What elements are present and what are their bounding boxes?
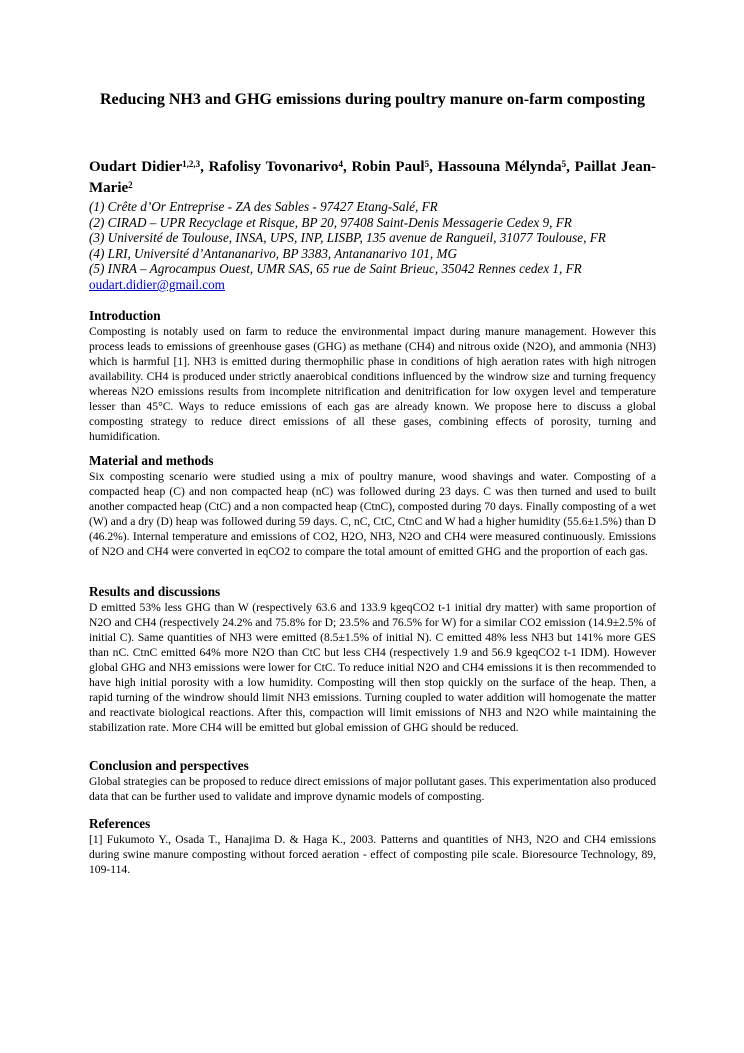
methods-section (89, 453, 656, 559)
reference-item: [1] Fukumoto Y., Osada T., Hanajima D. & Haga K., 2003. Patterns and quantities of NH3, N2O and CH4 emissions during swine manure composting without forced aeration - effect of composting pile scale. Bioresource Technology, 89, 109-114. (89, 833, 656, 877)
author: Rafolisy Tovonarivo$^4$ (208, 159, 343, 175)
section-heading: Introduction (89, 308, 161, 323)
references-section (89, 816, 656, 877)
section-body: D emitted 53% less GHG than W (respectively 63.6 and 133.9 kgeqCO2 t-1 initial dry matter) with same proportion of N2O and CH4 (respectively 24.2% and 75.8% for D; 23.5% and 76.5% for W) for a similar CO2 emission (14.9±2.5% of initial C). Same quantities of NH3 were emitted (8.5±1.5% of initial N). C emitted 48% less NH3 but 141% more GES than nC. CtnC emitted 64% more N2O than CtC but less CH4 (respectively 1.9 and 56.9 kgeqCO2 t-1 IDM). However global GHG and NH3 emissions were lower for CtC. To reduce initial N2O and CH4 emissions it is then recommended to have high initial porosity with a low humidity. Composting will then stop quickly on the surface of the heap. Then, a rapid turning of the windrow should limit NH3 emissions. Turning coupled to water addition will homogenate the matter and reactivate biological reactions. After this, compaction will limit emissions of NH3 and N2O while maintaining the stabilization rate. More CH4 will be emitted but global emission of GHG should be reduced. (89, 601, 656, 735)
results-section (89, 584, 656, 735)
section-body: Composting is notably used on farm to reduce the environmental impact during manure management. However this process leads to emissions of greenhouse gases (GHG) as methane (CH4) and nitrous oxide (N2O), and ammonia (NH3) which is harmful [1]. NH3 is emitted during thermophilic phase in conditions of high aeration rates with high nitrogen availability. CH4 is produced under strictly anaerobical conditions influenced by the windrow size and turning frequency whereas N2O emissions results from incomplete nitrification and denitrification for low oxygen level and temperature lesser than 45°C. Ways to reduce emissions of each gas are already known. We propose here to discuss a global composting strategy to reduce direct emissions of all these gases, combining effects of porosity, turning and humidification. (89, 325, 656, 444)
section-heading: References (89, 816, 151, 831)
affiliation: (5) INRA – Agrocampus Ouest, UMR SAS, 65 rue de Saint Brieuc, 35042 Rennes cedex 1, FR (89, 261, 582, 277)
section-heading: Results and discussions (89, 584, 221, 599)
author: Paillat Jean-Marie$^2$ (89, 159, 657, 196)
author: Robin Paul$^5$ (351, 159, 430, 175)
affiliation: (3) Université de Toulouse, INSA, UPS, INP, LISBP, 135 avenue de Rangueil, 31077 Toulouse, FR (89, 230, 606, 246)
introduction-section (89, 308, 656, 444)
affiliation: (4) LRI, Université d’Antananarivo, BP 3383, Antananarivo 101, MG (89, 245, 457, 261)
affiliations (89, 199, 669, 293)
paper-title: Reducing NH3 and GHG emissions during poultry manure on-farm composting (99, 91, 646, 108)
affiliation: (2) CIRAD – UPR Recyclage et Risque, BP 20, 97408 Saint-Denis Messagerie Cedex 9, FR (89, 214, 572, 230)
section-body: Six composting scenario were studied using a mix of poultry manure, wood shavings and water. Composting of a compacted heap (C) and non compacted heap (nC) was followed during 23 days. C was then turned and used to built another compacted heap (CtC) and a non compacted heap (CtnC), composted during 70 days. Finally composting of a wet (W) and a dry (D) heap was followed during 59 days. C, nC, CtC, CtnC and W had a higher humidity (55.6±1.5%) than D (46.2%). Internal temperature and emissions of CO2, H2O, NH3, N2O and CH4 were measured continuously. Emissions of N2O and CH4 were converted in eqCO2 to compare the total amount of emitted GHG and the proportion of each gas. (89, 470, 656, 559)
conclusion-section (89, 758, 656, 804)
section-heading: Conclusion and perspectives (89, 758, 249, 773)
author-list: Oudart Didier$^{1,2,3}$, Rafolisy Tovonarivo$^4$, Robin Paul$^5$, Hassouna Mélynda$^5$, Paillat Jean-Marie$^2$ (89, 159, 657, 196)
author: Oudart Didier$^{1,2,3}$ (89, 159, 201, 175)
email-link[interactable]: oudart.didier@gmail.com (89, 276, 225, 292)
author: Hassouna Mélynda$^5$ (437, 159, 567, 175)
affiliation: (1) Crête d’Or Entreprise - ZA des Sables - 97427 Etang-Salé, FR (89, 199, 438, 214)
section-heading: Material and methods (89, 453, 214, 468)
section-body: Global strategies can be proposed to reduce direct emissions of major pollutant gases. This experimentation also produced data that can be further used to validate and improve dynamic models of composting. (89, 775, 656, 804)
